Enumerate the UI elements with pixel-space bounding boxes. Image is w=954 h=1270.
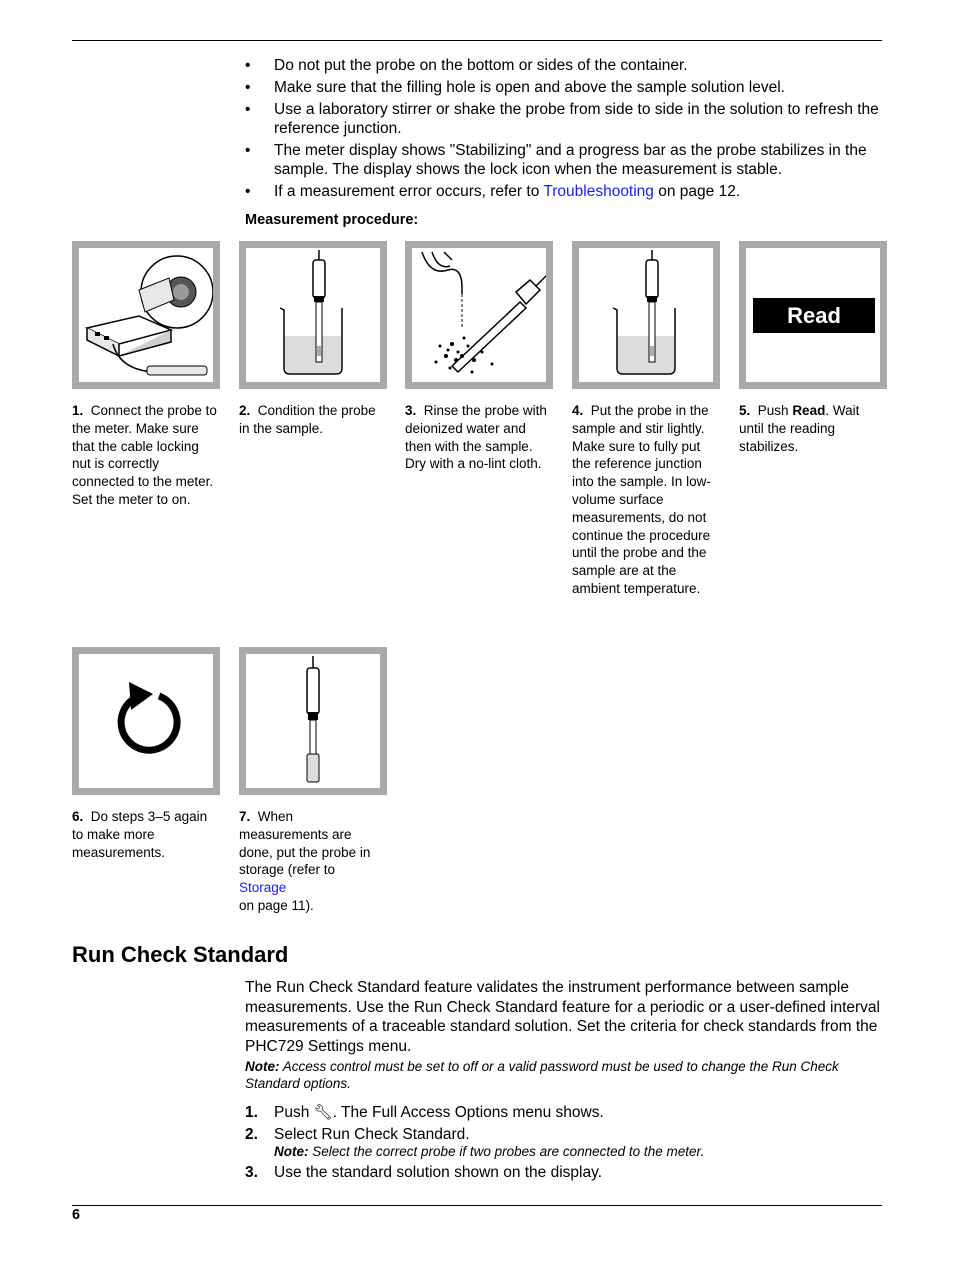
- step-4-caption: 4. Put the probe in the sample and stir lightly. Make sure to fully put the reference junction into the sample. In low-volume surface measurements, do not continue the procedure until the probe and the sample are at the ambient temperature.: [572, 403, 711, 596]
- probe-in-beaker-icon: [246, 248, 380, 382]
- step-1-caption: 1. Connect the probe to the meter. Make sure that the cable locking nut is correctly connected to the meter. Set the meter to on.: [72, 403, 217, 507]
- list-item: • The meter display shows "Stabilizing" and a progress bar as the probe stabilizes in the sample. The display shows the lock icon when the measurement is stable.: [245, 142, 867, 178]
- list-item: • Make sure that the filling hole is open and above the sample solution level.: [245, 79, 785, 96]
- list-item: • Use a laboratory stirrer or shake the probe from side to side in the solution to refresh the reference junction.: [245, 101, 879, 137]
- procedure-heading: Measurement procedure:: [245, 212, 419, 228]
- probe-note: Note: Select the correct probe if two probes are connected to the meter.: [274, 1144, 705, 1159]
- access-note: Note: Access control must be set to off or a valid password must be used to change the Run Check Standard options.: [245, 1059, 839, 1091]
- section-title: Run Check Standard: [72, 942, 289, 967]
- header-rule: [72, 40, 882, 41]
- step-5-caption: 5. Push Read. Wait until the reading stabilizes.: [739, 403, 860, 454]
- troubleshooting-link[interactable]: Troubleshooting: [543, 183, 654, 200]
- step-3-caption: 3. Rinse the probe with deionized water and then with the sample. Dry with a no-lint cloth.: [405, 403, 547, 472]
- read-key-icon: [746, 248, 880, 382]
- step-6-caption: 6. Do steps 3–5 again to make more measurements.: [72, 809, 208, 860]
- meter-probe-connection-icon: [79, 248, 213, 382]
- precaution-list: [245, 56, 885, 204]
- list-item: 3. Use the standard solution shown on the display.: [245, 1164, 602, 1181]
- step-2-caption: 2. Condition the probe in the sample.: [239, 403, 376, 436]
- step-5-illustration: [739, 241, 887, 389]
- rinse-probe-icon: [412, 248, 546, 382]
- probe-in-beaker-icon: [579, 248, 713, 382]
- repeat-arrow-icon: [79, 654, 213, 788]
- step-7-caption: 7. When measurements are done, put the probe in storage (refer to Storage on page 11).: [239, 809, 371, 913]
- step-6-illustration: [72, 647, 220, 795]
- section-paragraph: The Run Check Standard feature validates the instrument performance between sample measurements. Use the Run Check Standard feature for a periodic or a user-defined interval measurements of a traceable standard solution. Set the criteria for check standards from the PHC729 Settings menu.: [245, 979, 880, 1055]
- list-item: • Do not put the probe on the bottom or sides of the container.: [245, 57, 688, 74]
- step-3-illustration: [405, 241, 553, 389]
- wrench-icon: 🔧︎: [313, 1104, 333, 1121]
- run-check-steps: [245, 1103, 885, 1185]
- storage-link[interactable]: Storage: [239, 880, 287, 896]
- footer-rule: [72, 1205, 882, 1206]
- list-item: • If a measurement error occurs, refer to Troubleshooting on page 12.: [245, 183, 741, 200]
- step-2-illustration: [239, 241, 387, 389]
- step-4-illustration: [572, 241, 720, 389]
- step-1-illustration: [72, 241, 220, 389]
- page-number: 6: [72, 1207, 81, 1223]
- probe-storage-icon: [246, 654, 380, 788]
- step-7-illustration: [239, 647, 387, 795]
- read-key-label: Read: [753, 298, 875, 333]
- list-item: 1. Push 🔧︎. The Full Access Options menu shows.: [245, 1104, 604, 1121]
- list-item: 2. Select Run Check Standard. Note: Select the correct probe if two probes are connected to the meter.: [245, 1125, 885, 1160]
